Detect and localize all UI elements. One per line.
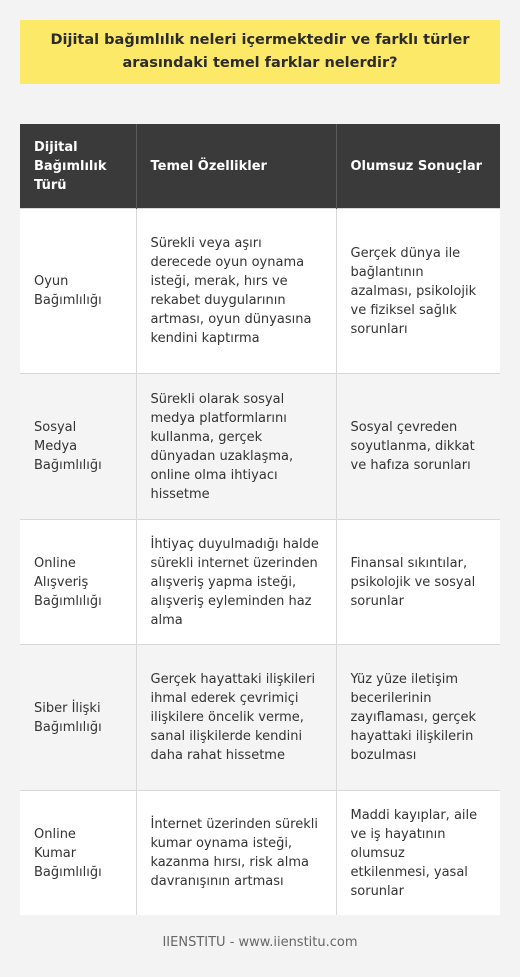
page-title: Dijital bağımlılık neleri içermektedir ve farklı türler arasındaki temel farklar nelerdir? — [50, 32, 470, 71]
cell-type: Sosyal Medya Bağımlılığı — [20, 374, 136, 520]
cell-consequences: Finansal sıkıntılar, psikolojik ve sosyal sorunlar — [336, 520, 500, 645]
cell-type: Online Kumar Bağımlılığı — [20, 791, 136, 916]
digital-addiction-table — [20, 124, 500, 915]
cell-features: İhtiyaç duyulmadığı halde sürekli internet üzerinden alışveriş yapma isteği, alışveriş eyleminden haz alma — [136, 520, 336, 645]
table-row — [20, 791, 500, 916]
table-row — [20, 209, 500, 374]
title-banner — [20, 20, 500, 84]
header-features: Temel Özellikler — [136, 124, 336, 209]
cell-consequences: Yüz yüze iletişim becerilerinin zayıflaması, gerçek hayattaki ilişkilerin bozulması — [336, 645, 500, 791]
cell-consequences: Gerçek dünya ile bağlantının azalması, psikolojik ve fiziksel sağlık sorunları — [336, 209, 500, 374]
table-row — [20, 374, 500, 520]
header-type: Dijital Bağımlılık Türü — [20, 124, 136, 209]
cell-type: Siber İlişki Bağımlılığı — [20, 645, 136, 791]
cell-features: Gerçek hayattaki ilişkileri ihmal ederek çevrimiçi ilişkilere öncelik verme, sanal ilişkilerde kendini daha rahat hissetme — [136, 645, 336, 791]
cell-consequences: Maddi kayıplar, aile ve iş hayatının olumsuz etkilenmesi, yasal sorunlar — [336, 791, 500, 916]
table-row — [20, 645, 500, 791]
cell-features: Sürekli veya aşırı derecede oyun oynama isteği, merak, hırs ve rekabet duygularının artması, oyun dünyasına kendini kaptırma — [136, 209, 336, 374]
header-consequences: Olumsuz Sonuçlar — [336, 124, 500, 209]
footer-credit: IIENSTITU - www.iienstitu.com — [162, 935, 358, 950]
table-row — [20, 520, 500, 645]
table-header-row — [20, 124, 500, 209]
cell-features: Sürekli olarak sosyal medya platformlarını kullanma, gerçek dünyadan uzaklaşma, online olma ihtiyacı hissetme — [136, 374, 336, 520]
cell-type: Online Alışveriş Bağımlılığı — [20, 520, 136, 645]
cell-type: Oyun Bağımlılığı — [20, 209, 136, 374]
cell-consequences: Sosyal çevreden soyutlanma, dikkat ve hafıza sorunları — [336, 374, 500, 520]
cell-features: İnternet üzerinden sürekli kumar oynama isteği, kazanma hırsı, risk alma davranışının artması — [136, 791, 336, 916]
